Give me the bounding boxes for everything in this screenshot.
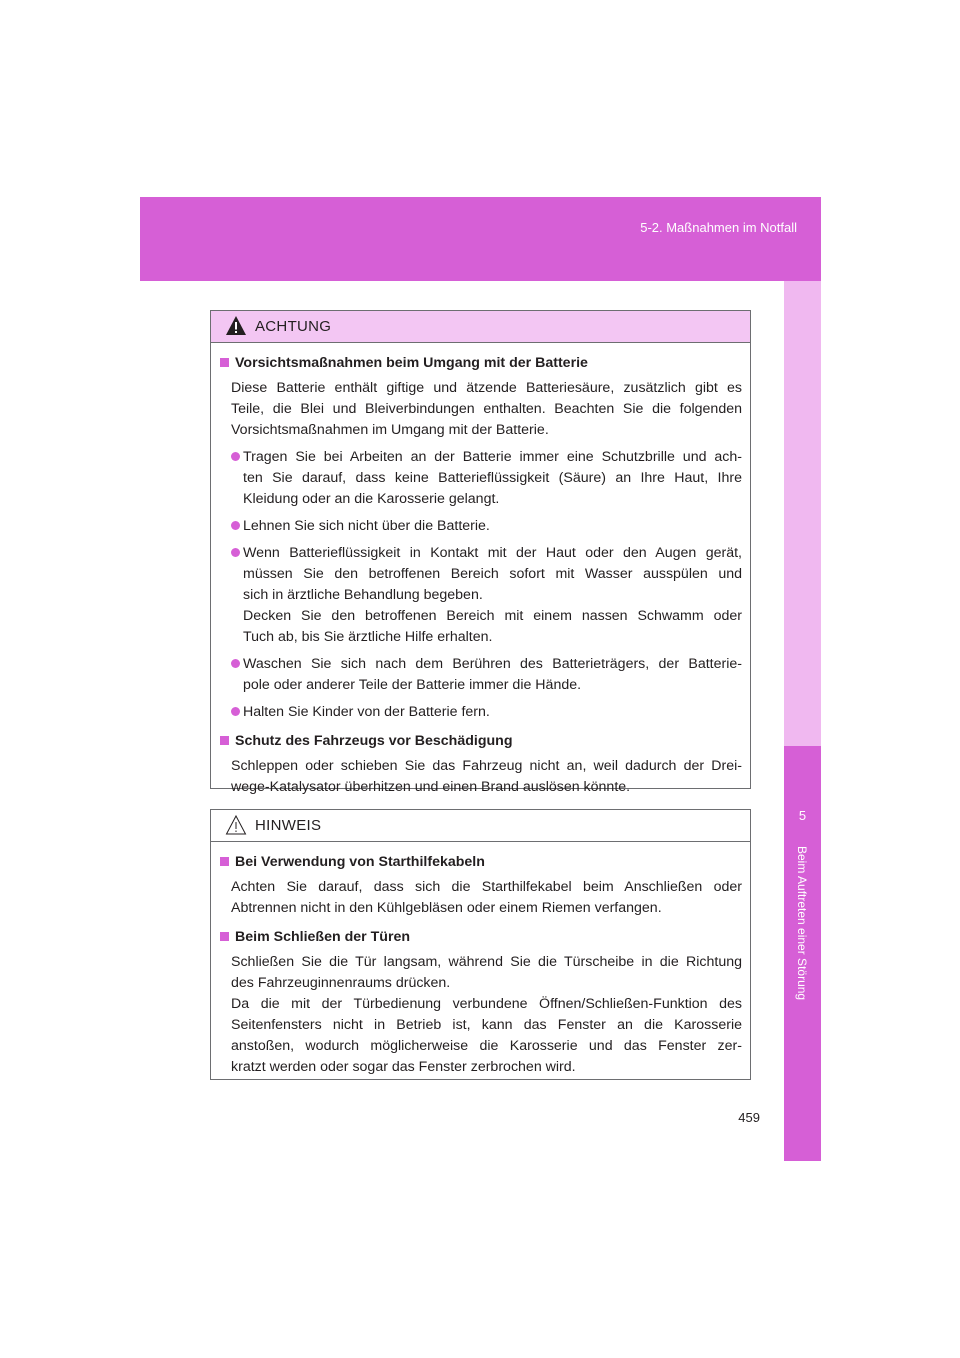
section-title: 5-2. Maßnahmen im Notfall [640, 220, 797, 235]
square-bullet-icon [220, 358, 229, 367]
paragraph: Schließen Sie die Tür langsam, während Sie die Türscheibe in die Richtung des Fahrzeuginnenraums drücken. Da die mit der Türbedienung verbundene Öffnen/Schließen-Funktion des Seitenfensters nicht in Betrieb ist, kann das Fenster an die Karosserie anstoßen, wodurch möglicherweise die Karosserie und das Fenster zer- kratzt werden oder sogar das Fenster zerbrochen wird. [231, 954, 742, 1075]
chapter-label: Beim Auftreten einer Störung [795, 846, 809, 1001]
paragraph: Schleppen oder schieben Sie das Fahrzeug nicht an, weil dadurch der Drei- wege-Katalysator überhitzen und einen Brand auslösen könnte. [231, 758, 742, 795]
warning-title: ACHTUNG [255, 318, 332, 335]
notice-body [211, 842, 750, 1078]
chapter-side-tab [784, 746, 821, 1161]
bullet-item: Halten Sie Kinder von der Batterie fern. [219, 702, 742, 723]
notice-title: HINWEIS [255, 817, 322, 834]
page-number: 459 [738, 1110, 760, 1125]
section-heading: Schutz des Fahrzeugs vor Beschädigung [219, 731, 742, 752]
dot-bullet-icon [231, 659, 240, 668]
bullet-item: Waschen Sie sich nach dem Berühren des Batterieträgers, der Batterie- pole oder anderer Teile der Batterie immer die Hände. [219, 654, 742, 696]
bullet-item: Tragen Sie bei Arbeiten an der Batterie immer eine Schutzbrille und ach- ten Sie darauf, dass keine Batterieflüssigkeit (Säure) an Ihre Haut, Ihre Kleidung oder an die Karosserie gelangt. [219, 447, 742, 510]
notice-box-header [211, 810, 750, 842]
warning-body [211, 343, 750, 798]
square-bullet-icon [220, 736, 229, 745]
bullet-item: Wenn Batterieflüssigkeit in Kontakt mit der Haut oder den Augen gerät, müssen Sie den betroffenen Bereich sofort mit Wasser ausspülen und sich in ärztliche Behandlung begeben. Decken Sie den betroffenen Bereich mit einem nassen Schwamm oder Tuch ab, bis Sie ärztliche Hilfe erhalten. [219, 543, 742, 648]
square-bullet-icon [220, 932, 229, 941]
warning-triangle-filled-icon [225, 315, 247, 337]
side-tab-upper [784, 281, 821, 746]
warning-box [210, 310, 751, 795]
section-heading: Vorsichtsmaßnahmen beim Umgang mit der Batterie [219, 353, 742, 374]
chapter-number: 5 [798, 808, 807, 823]
section-heading: Beim Schließen der Türen [219, 927, 742, 948]
dot-bullet-icon [231, 452, 240, 461]
chapter-header-band [140, 197, 821, 281]
dot-bullet-icon [231, 521, 240, 530]
warning-box-header [211, 311, 750, 343]
paragraph: Achten Sie darauf, dass sich die Starthilfekabel beim Anschließen oder Abtrennen nicht in den Kühlgebläsen oder einem Riemen verfangen. [231, 879, 742, 916]
dot-bullet-icon [231, 707, 240, 716]
square-bullet-icon [220, 857, 229, 866]
section-heading: Bei Verwendung von Starthilfekabeln [219, 852, 742, 873]
notice-box [210, 809, 751, 1080]
bullet-item: Lehnen Sie sich nicht über die Batterie. [219, 516, 742, 537]
dot-bullet-icon [231, 548, 240, 557]
warning-triangle-outline-icon [225, 814, 247, 836]
paragraph: Diese Batterie enthält giftige und ätzende Batteriesäure, zusätzlich gibt es Teile, die Blei und Bleiverbindungen enthalten. Beachten Sie die folgenden Vorsichtsmaßnahmen im Umgang mit der Batterie. [231, 380, 742, 438]
